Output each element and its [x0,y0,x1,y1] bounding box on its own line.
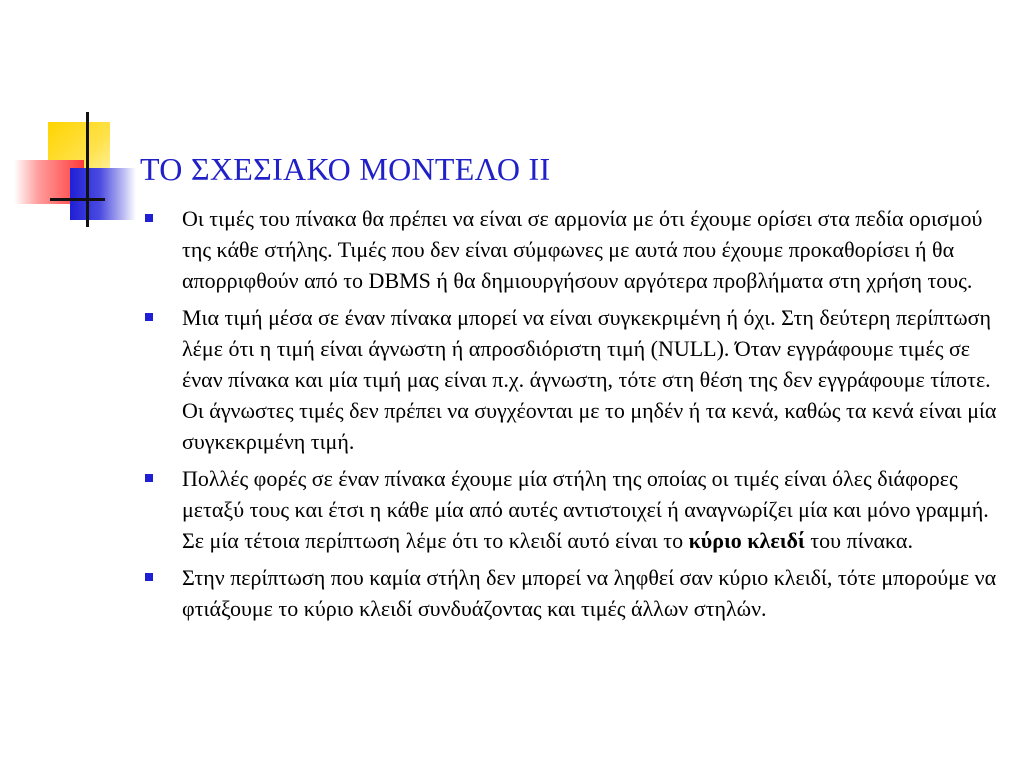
bullet-text: Μια τιμή μέσα σε έναν πίνακα μπορεί να είναι συγκεκριμένη ή όχι. Στη δεύτερη περίπτωση λέμε ότι η τιμή είναι άγνωστη ή απροσδιόριστη τιμή (NULL). Όταν εγγράφουμε τιμές σε έναν πίνακα και μία τιμή μας είναι π.χ. άγνωστη, τότε στη θέση της δεν εγγράφουμε τίποτε. Οι άγνωστες τιμές δεν πρέπει να συγχέονται με το μηδέν ή τα κενά, καθώς τα κενά είναι μία συγκεκριμένη τιμή. [182,305,997,454]
bullet-item [140,302,1010,457]
horizontal-line [50,198,105,201]
bullet-text: Στην περίπτωση που καμία στήλη δεν μπορεί να ληφθεί σαν κύριο κλειδί, τότε μπορούμε να φτιάξουμε το κύριο κλειδί συνδυάζοντας και τιμές άλλων στηλών. [182,565,997,621]
bullet-text-start: Πολλές φορές σε έναν πίνακα έχουμε μία στήλη της οποίας οι τιμές είναι όλες διάφορες μεταξύ τους και έτσι η κάθε μία από αυτές αντιστοιχεί ή αναγνωρίζει μία και μόνο γραμμή. Σε μία τέτοια περίπτωση λέμε ότι το κλειδί αυτό είναι το [182,466,989,553]
square-bullet-icon [145,214,153,222]
bullet-text-end: του πίνακα. [804,528,913,553]
blue-block [70,168,136,220]
bullet-text: Οι τιμές του πίνακα θα πρέπει να είναι σε αρμονία με ότι έχουμε ορίσει στα πεδία ορισμού της κάθε στήλης. Τιμές που δεν είναι σύμφωνες με αυτά που έχουμε προκαθορίσει ή θα απορριφθούν από το DBMS ή θα δημιουργήσουν αργότερα προβλήματα στη χρήση τους. [182,206,983,293]
bullet-item [140,203,1010,296]
bullet-item [140,562,1010,624]
bullet-list [140,203,1010,630]
square-bullet-icon [145,474,153,482]
bullet-item [140,463,1010,556]
vertical-line [86,112,89,227]
color-blocks-logo [0,0,160,240]
bullet-text-bold: κύριο κλειδί [688,528,805,553]
slide-title: ΤΟ ΣΧΕΣΙΑΚΟ ΜΟΝΤΕΛΟ ΙΙ [140,151,551,187]
square-bullet-icon [145,573,153,581]
square-bullet-icon [145,313,153,321]
